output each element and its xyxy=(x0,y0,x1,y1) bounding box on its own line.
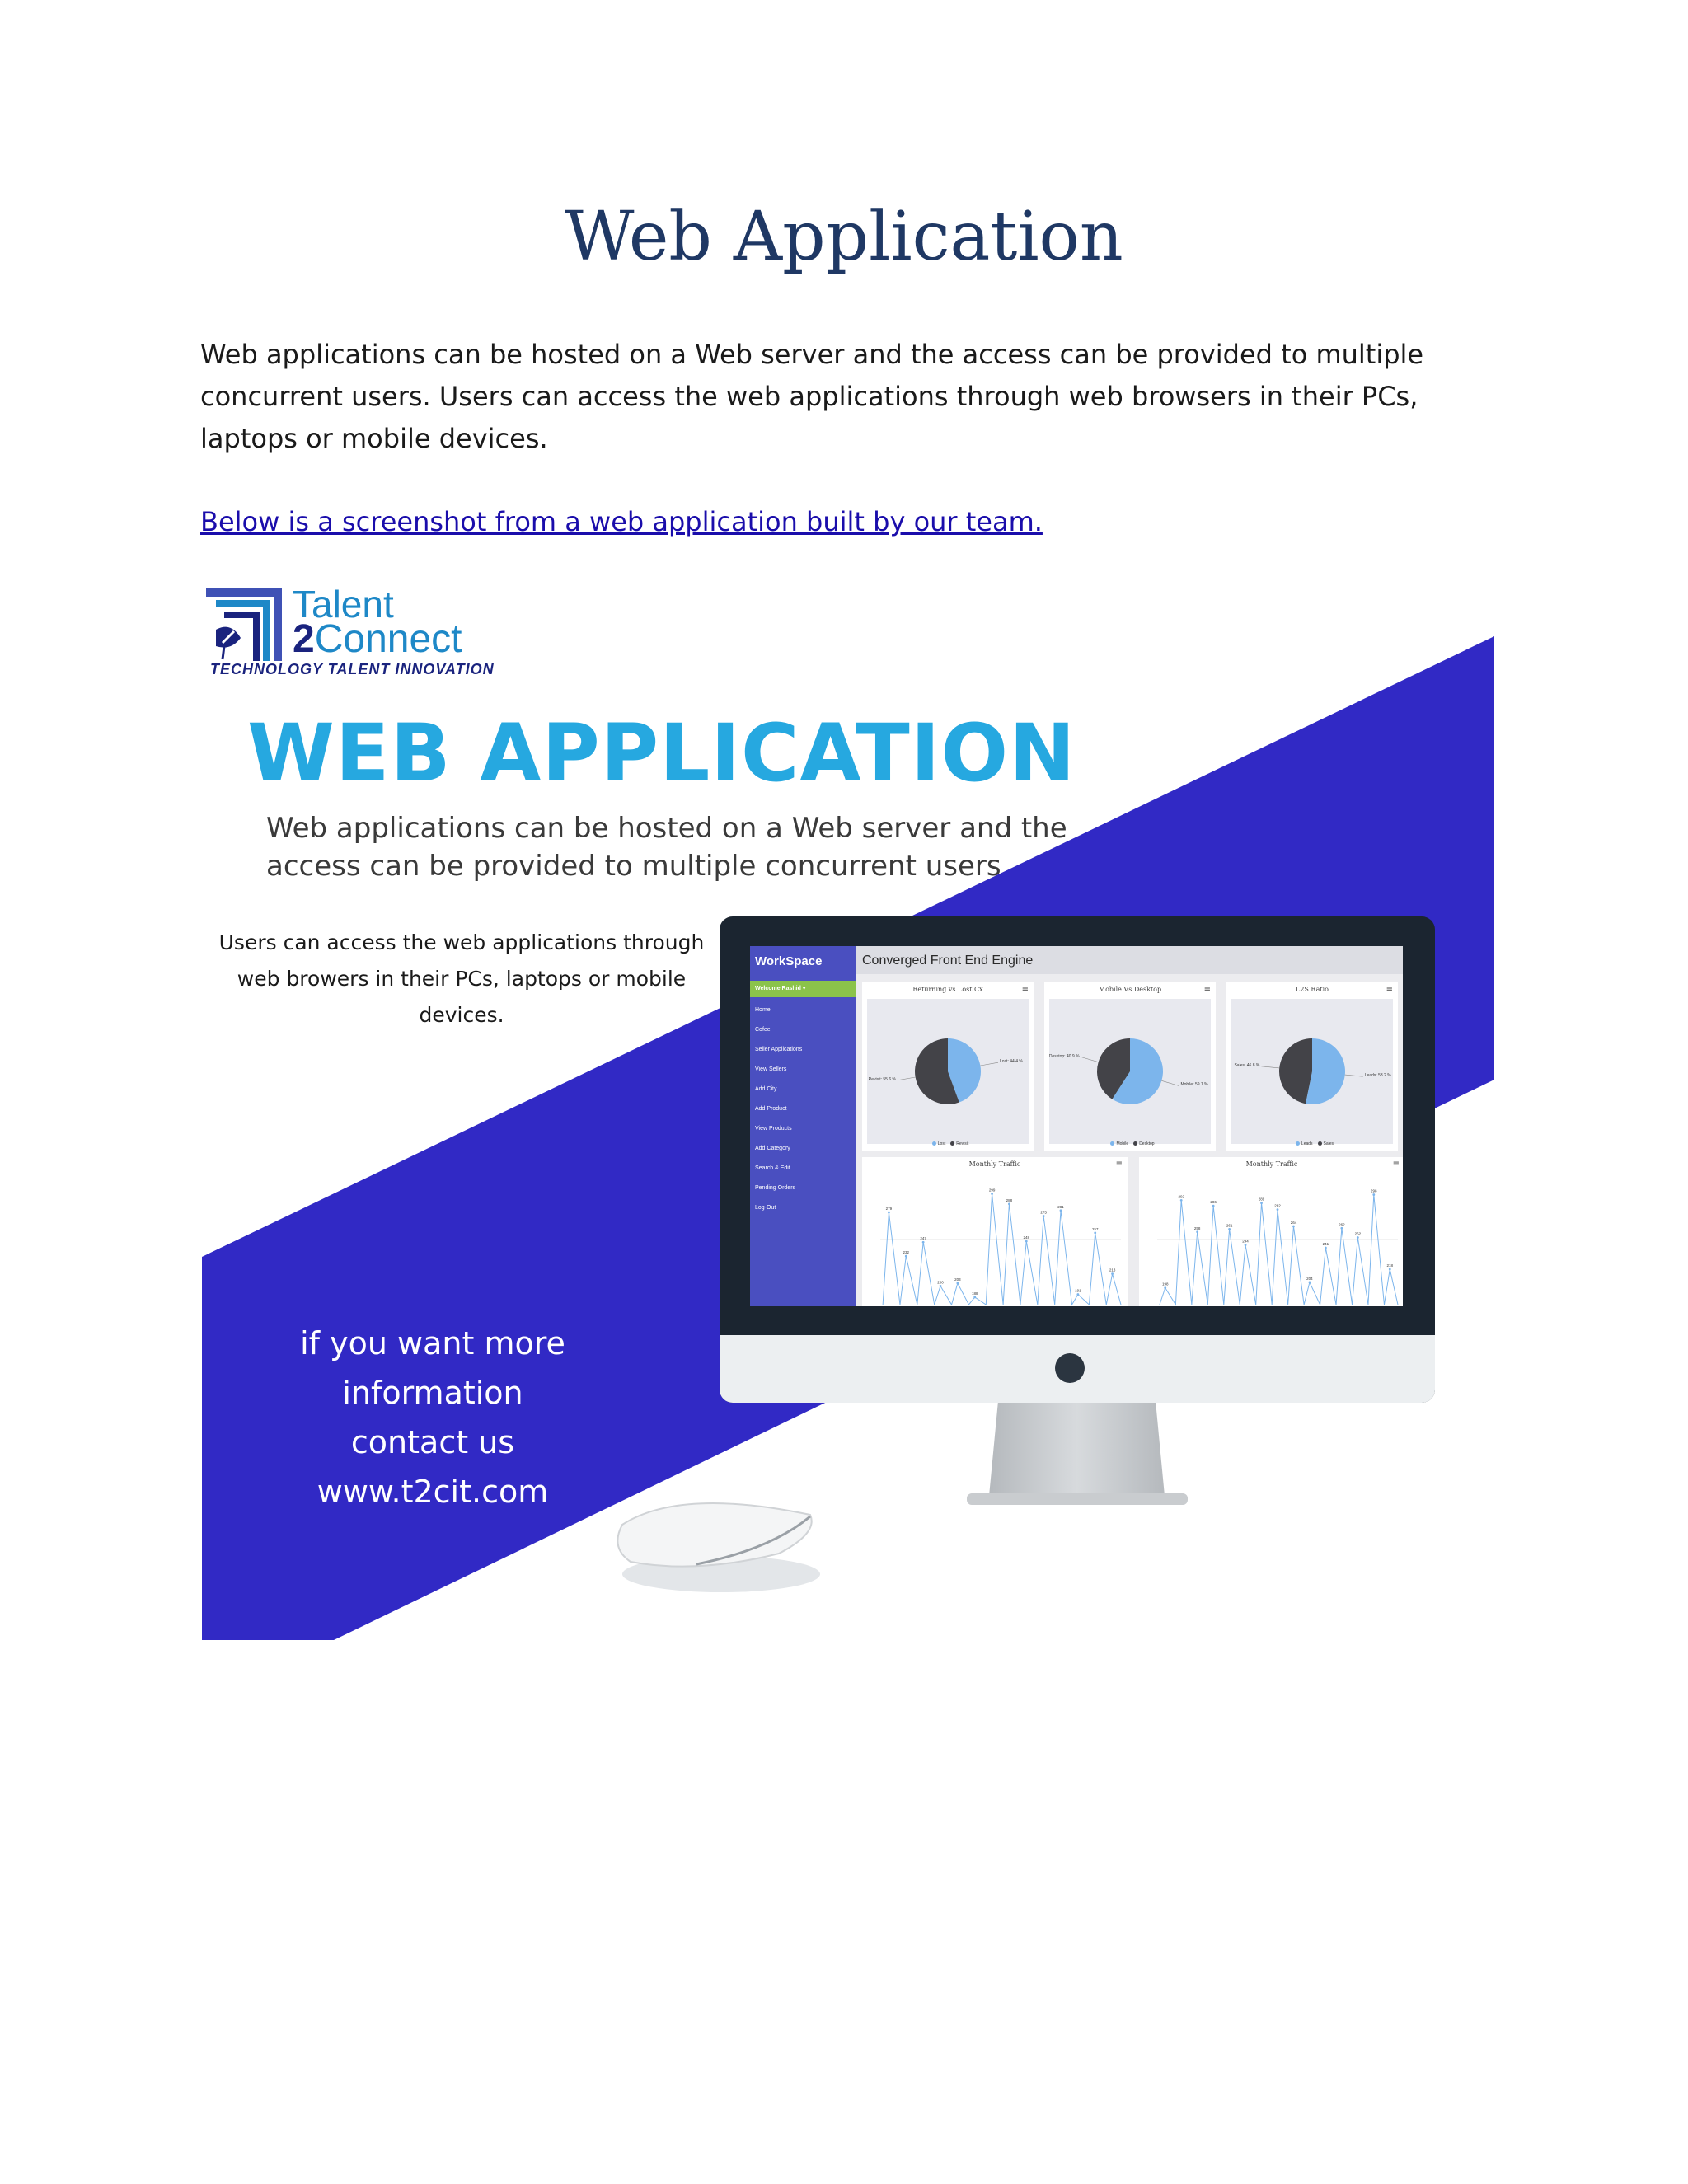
sidebar-item[interactable]: Pending Orders xyxy=(755,1185,796,1191)
sidebar-menu xyxy=(755,1005,802,1223)
banner-note: Users can access the web applications through web browers in their PCs, laptops or mobile devices. xyxy=(218,930,705,1027)
traffic-point[interactable] xyxy=(1389,1268,1391,1271)
traffic-data-label: 261 xyxy=(1226,1223,1233,1228)
sidebar-item[interactable]: View Products xyxy=(755,1126,792,1132)
legend-label[interactable]: Revisit xyxy=(956,1141,969,1146)
traffic-point[interactable] xyxy=(1076,1293,1079,1296)
pie-slice-label: Revisit: 55.6 % xyxy=(868,1076,896,1082)
banner-headline: WEB APPLICATION xyxy=(247,707,1076,799)
traffic-point[interactable] xyxy=(1180,1199,1183,1202)
chart-menu-icon[interactable]: ≡ xyxy=(1392,1160,1400,1169)
legend-dot-icon xyxy=(1133,1141,1137,1146)
traffic-data-label: 257 xyxy=(1091,1226,1099,1231)
pie-label-connector xyxy=(1261,1066,1279,1068)
pie-legend xyxy=(1226,1141,1398,1146)
pie-chart-card xyxy=(862,982,1034,1151)
traffic-data-label: 264 xyxy=(1290,1221,1297,1226)
pie-label-connector xyxy=(980,1062,998,1066)
traffic-series-line xyxy=(1160,1195,1398,1305)
pie-plot-area xyxy=(1049,999,1211,1144)
pie-chart xyxy=(1231,999,1393,1144)
traffic-data-label: 288 xyxy=(1006,1197,1013,1202)
traffic-data-label: 279 xyxy=(885,1207,893,1212)
traffic-data-label: 281 xyxy=(1057,1204,1064,1209)
traffic-point[interactable] xyxy=(1292,1226,1295,1228)
pie-slice-label: Mobile: 59.1 % xyxy=(1180,1082,1208,1088)
sidebar-item[interactable]: Add Category xyxy=(755,1146,790,1151)
pie-slice-label: Desktop: 40.9 % xyxy=(1048,1053,1080,1059)
traffic-data-label: 244 xyxy=(1242,1239,1249,1244)
traffic-chart-card xyxy=(1139,1157,1403,1306)
legend-label[interactable]: Lost xyxy=(937,1141,946,1146)
pie-slice-label: Lost: 44.4 % xyxy=(1000,1059,1023,1065)
intro-paragraph: Web applications can be hosted on a Web server and the access can be provided to multiple concurrent users. Users can access the web applications through web browsers in their PCs, laptops or mobile devices. xyxy=(200,339,1424,454)
traffic-data-label: 248 xyxy=(1023,1235,1030,1240)
traffic-point[interactable] xyxy=(1008,1202,1010,1205)
legend-label[interactable]: Sales xyxy=(1323,1141,1334,1146)
traffic-data-label: 286 xyxy=(1210,1200,1217,1205)
traffic-data-label: 213 xyxy=(1109,1268,1116,1272)
traffic-chart-title: Monthly Traffic xyxy=(1245,1160,1298,1168)
sidebar-item[interactable]: Home xyxy=(755,1007,771,1013)
chart-menu-icon[interactable]: ≡ xyxy=(1203,985,1211,994)
pie-chart-title: Returning vs Lost Cx xyxy=(912,986,983,993)
traffic-data-label: 241 xyxy=(1322,1242,1329,1247)
website-url: www.t2cit.com xyxy=(316,1474,549,1510)
traffic-point[interactable] xyxy=(1325,1247,1327,1249)
traffic-data-label: 198 xyxy=(1161,1282,1169,1286)
traffic-point[interactable] xyxy=(1111,1272,1114,1275)
traffic-point[interactable] xyxy=(973,1296,976,1299)
traffic-series-line xyxy=(883,1193,1121,1305)
pie-plot-area xyxy=(1231,999,1393,1144)
pie-legend xyxy=(1044,1141,1216,1146)
traffic-data-label: 289 xyxy=(1258,1197,1265,1202)
traffic-point[interactable] xyxy=(991,1193,993,1195)
sidebar-item[interactable]: Add City xyxy=(755,1086,777,1092)
logo-tagline: TECHNOLOGY TALENT INNOVATION xyxy=(210,661,495,677)
traffic-data-label: 191 xyxy=(1075,1288,1081,1293)
traffic-data-label: 299 xyxy=(988,1188,996,1193)
traffic-point[interactable] xyxy=(1025,1240,1028,1243)
traffic-point[interactable] xyxy=(1212,1205,1215,1207)
banner-subheadline: Web applications can be hosted on a Web server and the access can be provided to multiple concurrent users xyxy=(266,812,1067,883)
pie-plot-area xyxy=(867,999,1029,1144)
traffic-data-label: 282 xyxy=(1274,1203,1281,1208)
traffic-point[interactable] xyxy=(1372,1193,1375,1196)
traffic-point[interactable] xyxy=(1060,1209,1062,1212)
traffic-chart-card xyxy=(862,1157,1128,1306)
pie-slice-sales[interactable] xyxy=(1279,1038,1312,1104)
contact-info: if you want more information contact us www.t2cit.com xyxy=(210,1319,655,1516)
page-title: Web Application xyxy=(565,198,1123,276)
traffic-point[interactable] xyxy=(1245,1244,1247,1246)
legend-label[interactable]: Leads xyxy=(1301,1141,1313,1146)
logo-text-connect: 2Connect xyxy=(293,617,462,661)
traffic-data-label: 298 xyxy=(1371,1188,1377,1193)
pie-label-connector xyxy=(1081,1057,1099,1062)
pie-chart xyxy=(867,999,1029,1144)
app-sidebar xyxy=(750,946,856,1306)
pie-label-connector xyxy=(898,1077,916,1080)
traffic-point[interactable] xyxy=(1196,1230,1198,1233)
traffic-data-label: 188 xyxy=(971,1291,978,1296)
traffic-point[interactable] xyxy=(1094,1232,1096,1235)
traffic-data-label: 292 xyxy=(1178,1194,1184,1199)
pie-chart-title: Mobile Vs Desktop xyxy=(1098,986,1162,993)
traffic-data-label: 275 xyxy=(1040,1210,1047,1215)
pie-chart xyxy=(1049,999,1211,1144)
traffic-point[interactable] xyxy=(940,1285,942,1287)
app-screen xyxy=(750,946,1403,1306)
traffic-line-chart xyxy=(1139,1157,1403,1306)
sidebar-item[interactable]: Add Product xyxy=(755,1106,787,1112)
traffic-point[interactable] xyxy=(956,1282,959,1285)
traffic-chart-title: Monthly Traffic xyxy=(968,1160,1021,1168)
traffic-data-label: 232 xyxy=(903,1250,910,1255)
promo-banner xyxy=(202,577,1494,1640)
traffic-data-label: 262 xyxy=(1339,1222,1345,1227)
app-topbar xyxy=(856,946,1403,974)
traffic-point[interactable] xyxy=(1043,1215,1045,1217)
legend-dot-icon xyxy=(950,1141,954,1146)
traffic-data-label: 247 xyxy=(920,1236,926,1241)
legend-label[interactable]: Desktop xyxy=(1139,1141,1155,1146)
legend-label[interactable]: Mobile xyxy=(1116,1141,1129,1146)
traffic-data-label: 252 xyxy=(1354,1231,1362,1236)
traffic-point[interactable] xyxy=(1260,1202,1263,1204)
pie-chart-card xyxy=(1044,982,1216,1151)
pie-chart-title: L2S Ratio xyxy=(1296,986,1329,993)
legend-dot-icon xyxy=(1110,1141,1114,1146)
pie-chart-card xyxy=(1226,982,1398,1151)
traffic-data-label: 200 xyxy=(937,1280,944,1285)
chart-menu-icon[interactable]: ≡ xyxy=(1115,1160,1123,1169)
welcome-user-dropdown[interactable]: Welcome Rashid ▾ xyxy=(750,981,856,997)
pie-label-connector xyxy=(1161,1080,1179,1085)
traffic-point[interactable] xyxy=(1164,1286,1166,1289)
traffic-data-label: 258 xyxy=(1193,1226,1201,1230)
legend-dot-icon xyxy=(1296,1141,1300,1146)
traffic-point[interactable] xyxy=(922,1241,925,1244)
legend-dot-icon xyxy=(932,1141,936,1146)
traffic-data-label: 204 xyxy=(1306,1276,1313,1281)
app-page-title: Converged Front End Engine xyxy=(862,954,1034,968)
pie-legend xyxy=(862,1141,1034,1146)
screenshot-link[interactable]: Below is a screenshot from a web application built by our team. xyxy=(200,506,1043,537)
pie-slice-label: Sales: 46.8 % xyxy=(1234,1062,1260,1068)
sidebar-item[interactable]: Search & Edit xyxy=(755,1165,790,1171)
sidebar-item[interactable]: Log-Out xyxy=(755,1205,776,1211)
sidebar-item[interactable]: Seller Applications xyxy=(755,1047,803,1052)
traffic-data-label: 203 xyxy=(954,1277,961,1282)
traffic-line-chart xyxy=(862,1157,1128,1306)
traffic-point[interactable] xyxy=(1309,1281,1311,1283)
traffic-point[interactable] xyxy=(1228,1228,1231,1230)
pie-label-connector xyxy=(1345,1075,1363,1076)
sidebar-item[interactable]: Cofee xyxy=(755,1027,771,1033)
chart-menu-icon[interactable]: ≡ xyxy=(1386,985,1393,994)
traffic-point[interactable] xyxy=(1357,1236,1359,1239)
sidebar-item[interactable]: View Sellers xyxy=(755,1066,787,1072)
traffic-point[interactable] xyxy=(905,1255,907,1258)
app-brand[interactable]: WorkSpace xyxy=(755,954,823,968)
traffic-point[interactable] xyxy=(1340,1227,1343,1230)
traffic-point[interactable] xyxy=(888,1212,890,1214)
legend-dot-icon xyxy=(1318,1141,1322,1146)
traffic-point[interactable] xyxy=(1277,1208,1279,1211)
chart-menu-icon[interactable]: ≡ xyxy=(1021,985,1029,994)
pie-slice-label: Leads: 53.2 % xyxy=(1364,1073,1391,1079)
traffic-data-label: 218 xyxy=(1386,1263,1394,1268)
logo-text-talent: Talent xyxy=(293,583,394,626)
